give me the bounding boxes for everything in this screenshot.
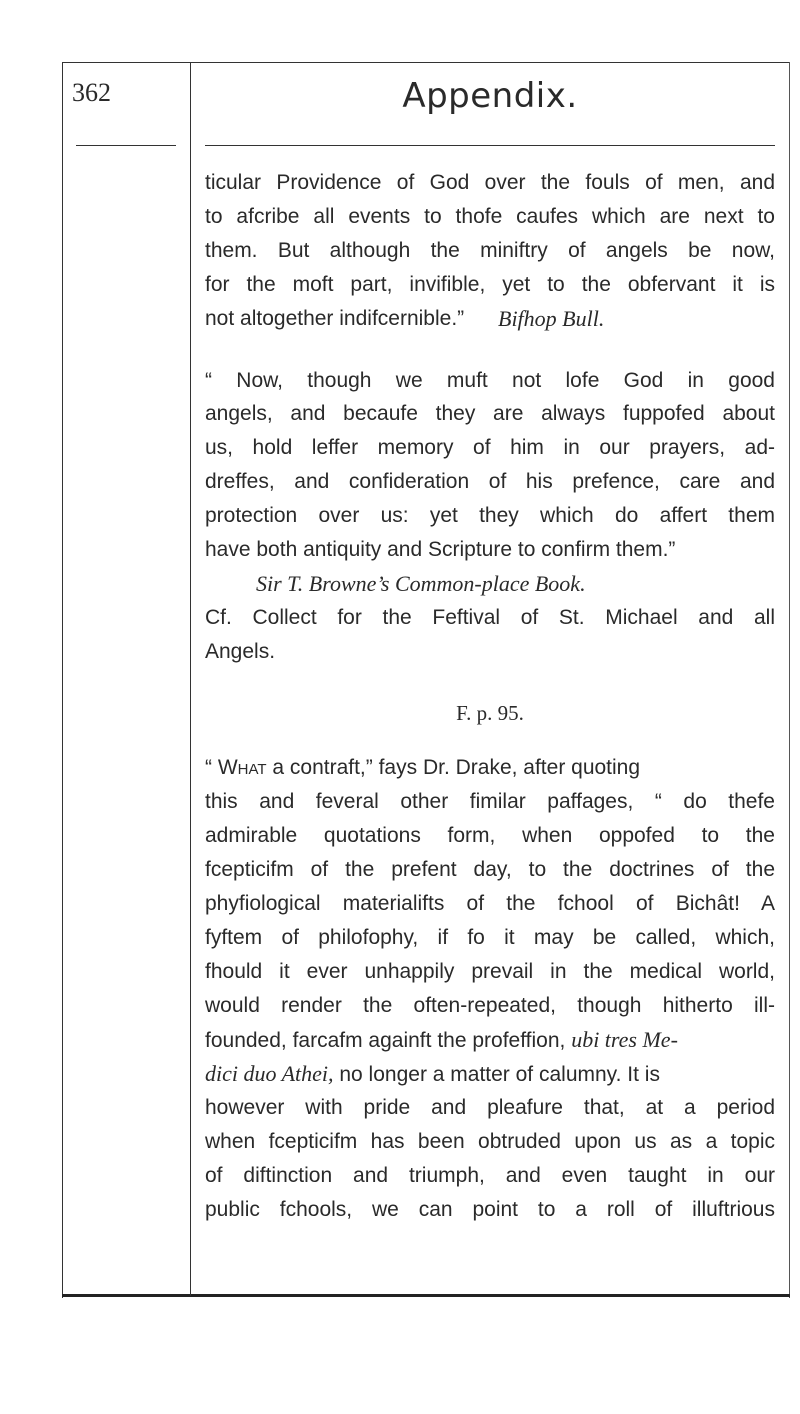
text-line: however with pride and pleafure that, at a period (205, 1096, 775, 1119)
text-line: public fchools, we can point to a roll of illuftrious (205, 1198, 775, 1221)
header-rule (205, 145, 775, 146)
text-line: ticular Providence of God over the fouls of men, and (205, 171, 775, 194)
text-line: not altogether indifcernible.” (205, 307, 465, 330)
text-line: for the moft part, invifible, yet to the obfervant it is (205, 273, 775, 296)
text-span: founded, farcafm againft the profeffion, (205, 1029, 572, 1052)
text-line: have both antiquity and Scripture to confirm them.” (205, 538, 676, 561)
text-line: dreffes, and confideration of his prefence, care and (205, 470, 775, 493)
text-line (205, 1027, 775, 1054)
text-span: no longer a matter of calumny. It is (333, 1063, 660, 1086)
text-line: them. But although the miniftry of angels be now, (205, 239, 775, 262)
page-number: 362 (72, 78, 111, 107)
frame-left-rule (62, 62, 63, 1298)
margin-column-divider (190, 62, 191, 1296)
text-line: to afcribe all events to thofe caufes which are next to (205, 205, 775, 228)
text-line (205, 1061, 775, 1088)
text-line: would render the often-repeated, though hitherto ill- (205, 994, 775, 1017)
text-line: phyfiological materialifts of the fchool of Bichât! A (205, 892, 775, 915)
frame-bottom-rule (62, 1294, 790, 1297)
text-line: admirable quotations form, when oppofed to the (205, 824, 775, 847)
text-line: fhould it ever unhappily prevail in the medical world, (205, 960, 775, 983)
text-line: protection over us: yet they which do affert them (205, 504, 775, 527)
attribution: Sir T. Browne’s Common-place Book. (256, 571, 586, 596)
italic-span: dici duo Athei, (205, 1061, 334, 1086)
text-line: fyftem of philofophy, if fo it may be called, which, (205, 926, 775, 949)
running-header: Appendix. (402, 76, 578, 116)
text-line: Angels. (205, 640, 276, 663)
text-line: angels, and becaufe they are always fuppofed about (205, 402, 775, 425)
text-line: fcepticifm of the prefent day, to the doctrines of the (205, 858, 775, 881)
margin-header-rule (76, 145, 176, 146)
text-line: this and feveral other fimilar paffages, “ do thefe (205, 790, 775, 813)
open-quote: “ (205, 756, 218, 779)
small-caps-word: What (217, 756, 267, 779)
italic-span: ubi tres Me- (571, 1027, 678, 1052)
text-line: us, hold leffer memory of him in our prayers, ad- (205, 436, 775, 459)
text-line (205, 755, 775, 781)
text-line: “ Now, though we muft not lofe God in good (205, 369, 775, 392)
frame-top-rule (62, 62, 790, 63)
text-span: a contraft,” fays Dr. Drake, after quoting (266, 756, 641, 779)
text-line: Cf. Collect for the Feftival of St. Michael and all (205, 606, 775, 629)
text-line: when fcepticifm has been obtruded upon us as a topic (205, 1130, 775, 1153)
text-line: of diftinction and triumph, and even taught in our (205, 1164, 775, 1187)
frame-right-rule (789, 62, 790, 1298)
attribution: Bifhop Bull. (498, 306, 605, 331)
section-heading: F. p. 95. (456, 701, 524, 725)
